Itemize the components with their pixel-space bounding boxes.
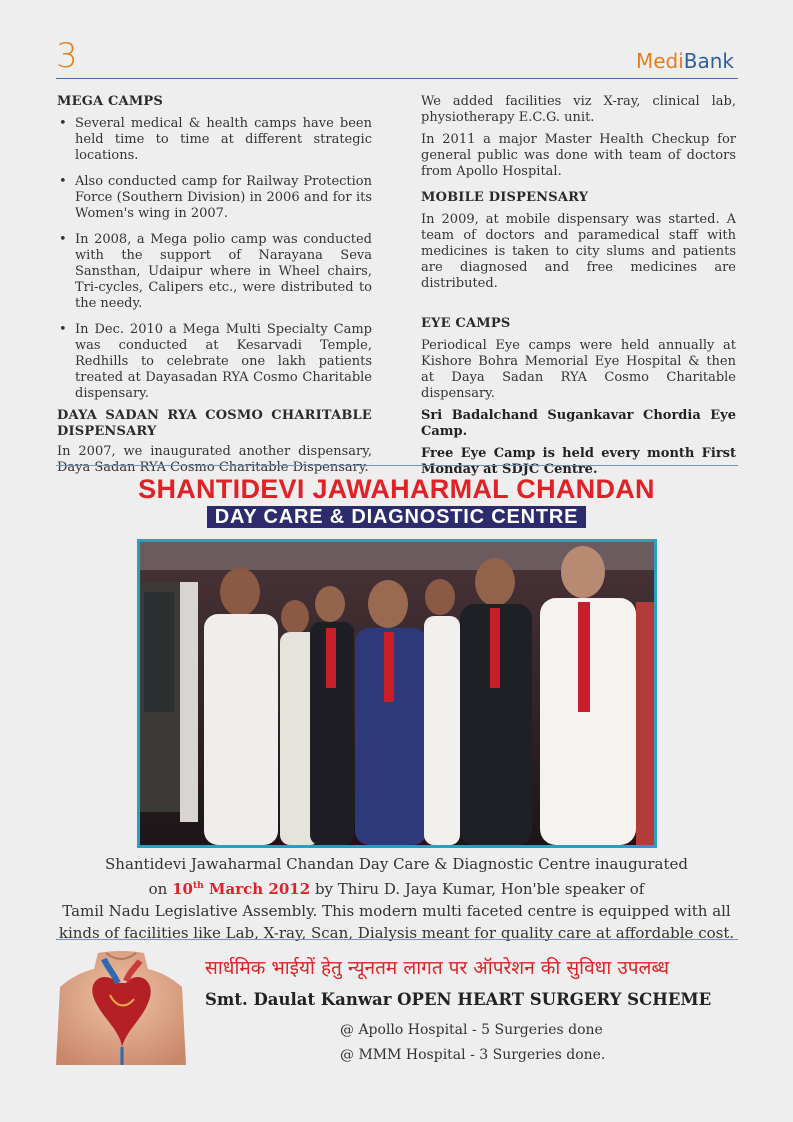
- inauguration-photo-graphic: [140, 542, 654, 845]
- caption-date-day: 10: [172, 880, 193, 898]
- daya-sadan-text: In 2007, we inaugurated another dispensary, Daya Sadan RYA Cosmo Charitable Dispensary.: [57, 444, 372, 475]
- list-item: [57, 232, 372, 312]
- eye-camp-name: Sri Badalchand Sugankavar Chordia Eye Camp.: [421, 408, 736, 439]
- caption-line-1: Shantidevi Jawaharmal Chandan Day Care & Diagnostic Centre inaugurated: [105, 855, 688, 873]
- photo-caption: [40, 853, 753, 944]
- inauguration-photo: [137, 539, 657, 848]
- apollo-surgeries: @ Apollo Hospital - 5 Surgeries done: [340, 1022, 603, 1038]
- list-item-text: In Dec. 2010 a Mega Multi Specialty Camp was conducted at Kesarvadi Temple, Redhills to celebrate one lakh patients treated at Dayasadan RYA Cosmo Charitable dispensary.: [75, 322, 372, 401]
- bullet-icon: •: [59, 174, 67, 189]
- mmm-surgeries: @ MMM Hospital - 3 Surgeries done.: [340, 1047, 606, 1063]
- caption-line-3: Tamil Nadu Legislative Assembly. This modern multi faceted centre is equipped with all kinds of facilities like Lab, X-ray, Scan, Dialysis meant for quality care at affordable cost.: [58, 902, 735, 942]
- heart-anatomy-illustration: [56, 951, 186, 1065]
- caption-date-rest: March 2012: [203, 880, 311, 898]
- checkup-text: In 2011 a major Master Health Checkup for general public was done with team of doctors from Apollo Hospital.: [421, 132, 736, 179]
- divider-bottom: [56, 939, 738, 940]
- list-item: [57, 322, 372, 402]
- eye-camps-text: Periodical Eye camps were held annually at Kishore Bohra Memorial Eye Hospital & then at Daya Sadan RYA Cosmo Charitable dispensary.: [421, 338, 736, 401]
- heart-icon: [56, 951, 186, 1065]
- page-header: [56, 38, 738, 79]
- mega-camps-list: [57, 116, 372, 402]
- facilities-text: We added facilities viz X-ray, clinical lab, physiotherapy E.C.G. unit.: [421, 94, 736, 125]
- caption-date: [172, 880, 310, 898]
- centre-title: SHANTIDEVI JAWAHARMAL CHANDAN: [138, 474, 655, 504]
- mobile-dispensary-heading: MOBILE DISPENSARY: [421, 190, 589, 205]
- centre-subtitle-wrap: [0, 506, 793, 528]
- right-column: [421, 94, 736, 484]
- centre-subtitle: DAY CARE & DIAGNOSTIC CENTRE: [207, 506, 587, 528]
- list-item: [57, 174, 372, 222]
- mega-camps-heading: MEGA CAMPS: [57, 94, 163, 109]
- brand-logo: [636, 50, 734, 72]
- caption-line-2: [40, 875, 753, 900]
- list-item-text: In 2008, a Mega polio camp was conducted with the support of Narayana Seva Sansthan, Udaipur where in Wheel chairs, Tri-cycles, Calipers etc., were distributed to the needy.: [75, 232, 372, 311]
- caption-on: on: [148, 880, 173, 898]
- caption-line-2-rest: by Thiru D. Jaya Kumar, Hon'ble speaker of: [310, 880, 645, 898]
- surgery-scheme-title: Smt. Daulat Kanwar OPEN HEART SURGERY SCHEME: [205, 990, 712, 1009]
- bullet-icon: •: [59, 232, 67, 247]
- list-item: [57, 116, 372, 164]
- list-item-text: Also conducted camp for Railway Protection Force (Southern Division) in 2006 and for its Women's wing in 2007.: [75, 174, 372, 221]
- list-item-text: Several medical & health camps have been held time to time at different strategic locations.: [75, 116, 372, 163]
- left-column: [57, 94, 372, 482]
- mobile-dispensary-text: In 2009, at mobile dispensary was started. A team of doctors and paramedical staff with medicines is taken to city slums and patients are diagnosed and free medicines are distributed.: [421, 212, 736, 291]
- brand-logo-medi: Medi: [635, 49, 684, 73]
- eye-camps-heading: EYE CAMPS: [421, 316, 511, 331]
- bullet-icon: •: [59, 116, 67, 131]
- divider-top: [56, 465, 738, 466]
- caption-date-suffix: th: [193, 881, 204, 891]
- daya-sadan-heading: DAYA SADAN RYA COSMO CHARITABLE DISPENSARY: [57, 408, 372, 439]
- page-number: 3: [56, 36, 78, 76]
- free-eye-camp-text: Free Eye Camp is held every month First Monday at SDJC Centre.: [421, 446, 736, 477]
- bullet-icon: •: [59, 322, 67, 337]
- brand-logo-bank: Bank: [683, 49, 734, 73]
- hindi-headline: सार्धमिक भाईयों हेतु न्यूनतम लागत पर ऑपरेशन की सुविधा उपलब्ध: [205, 957, 670, 979]
